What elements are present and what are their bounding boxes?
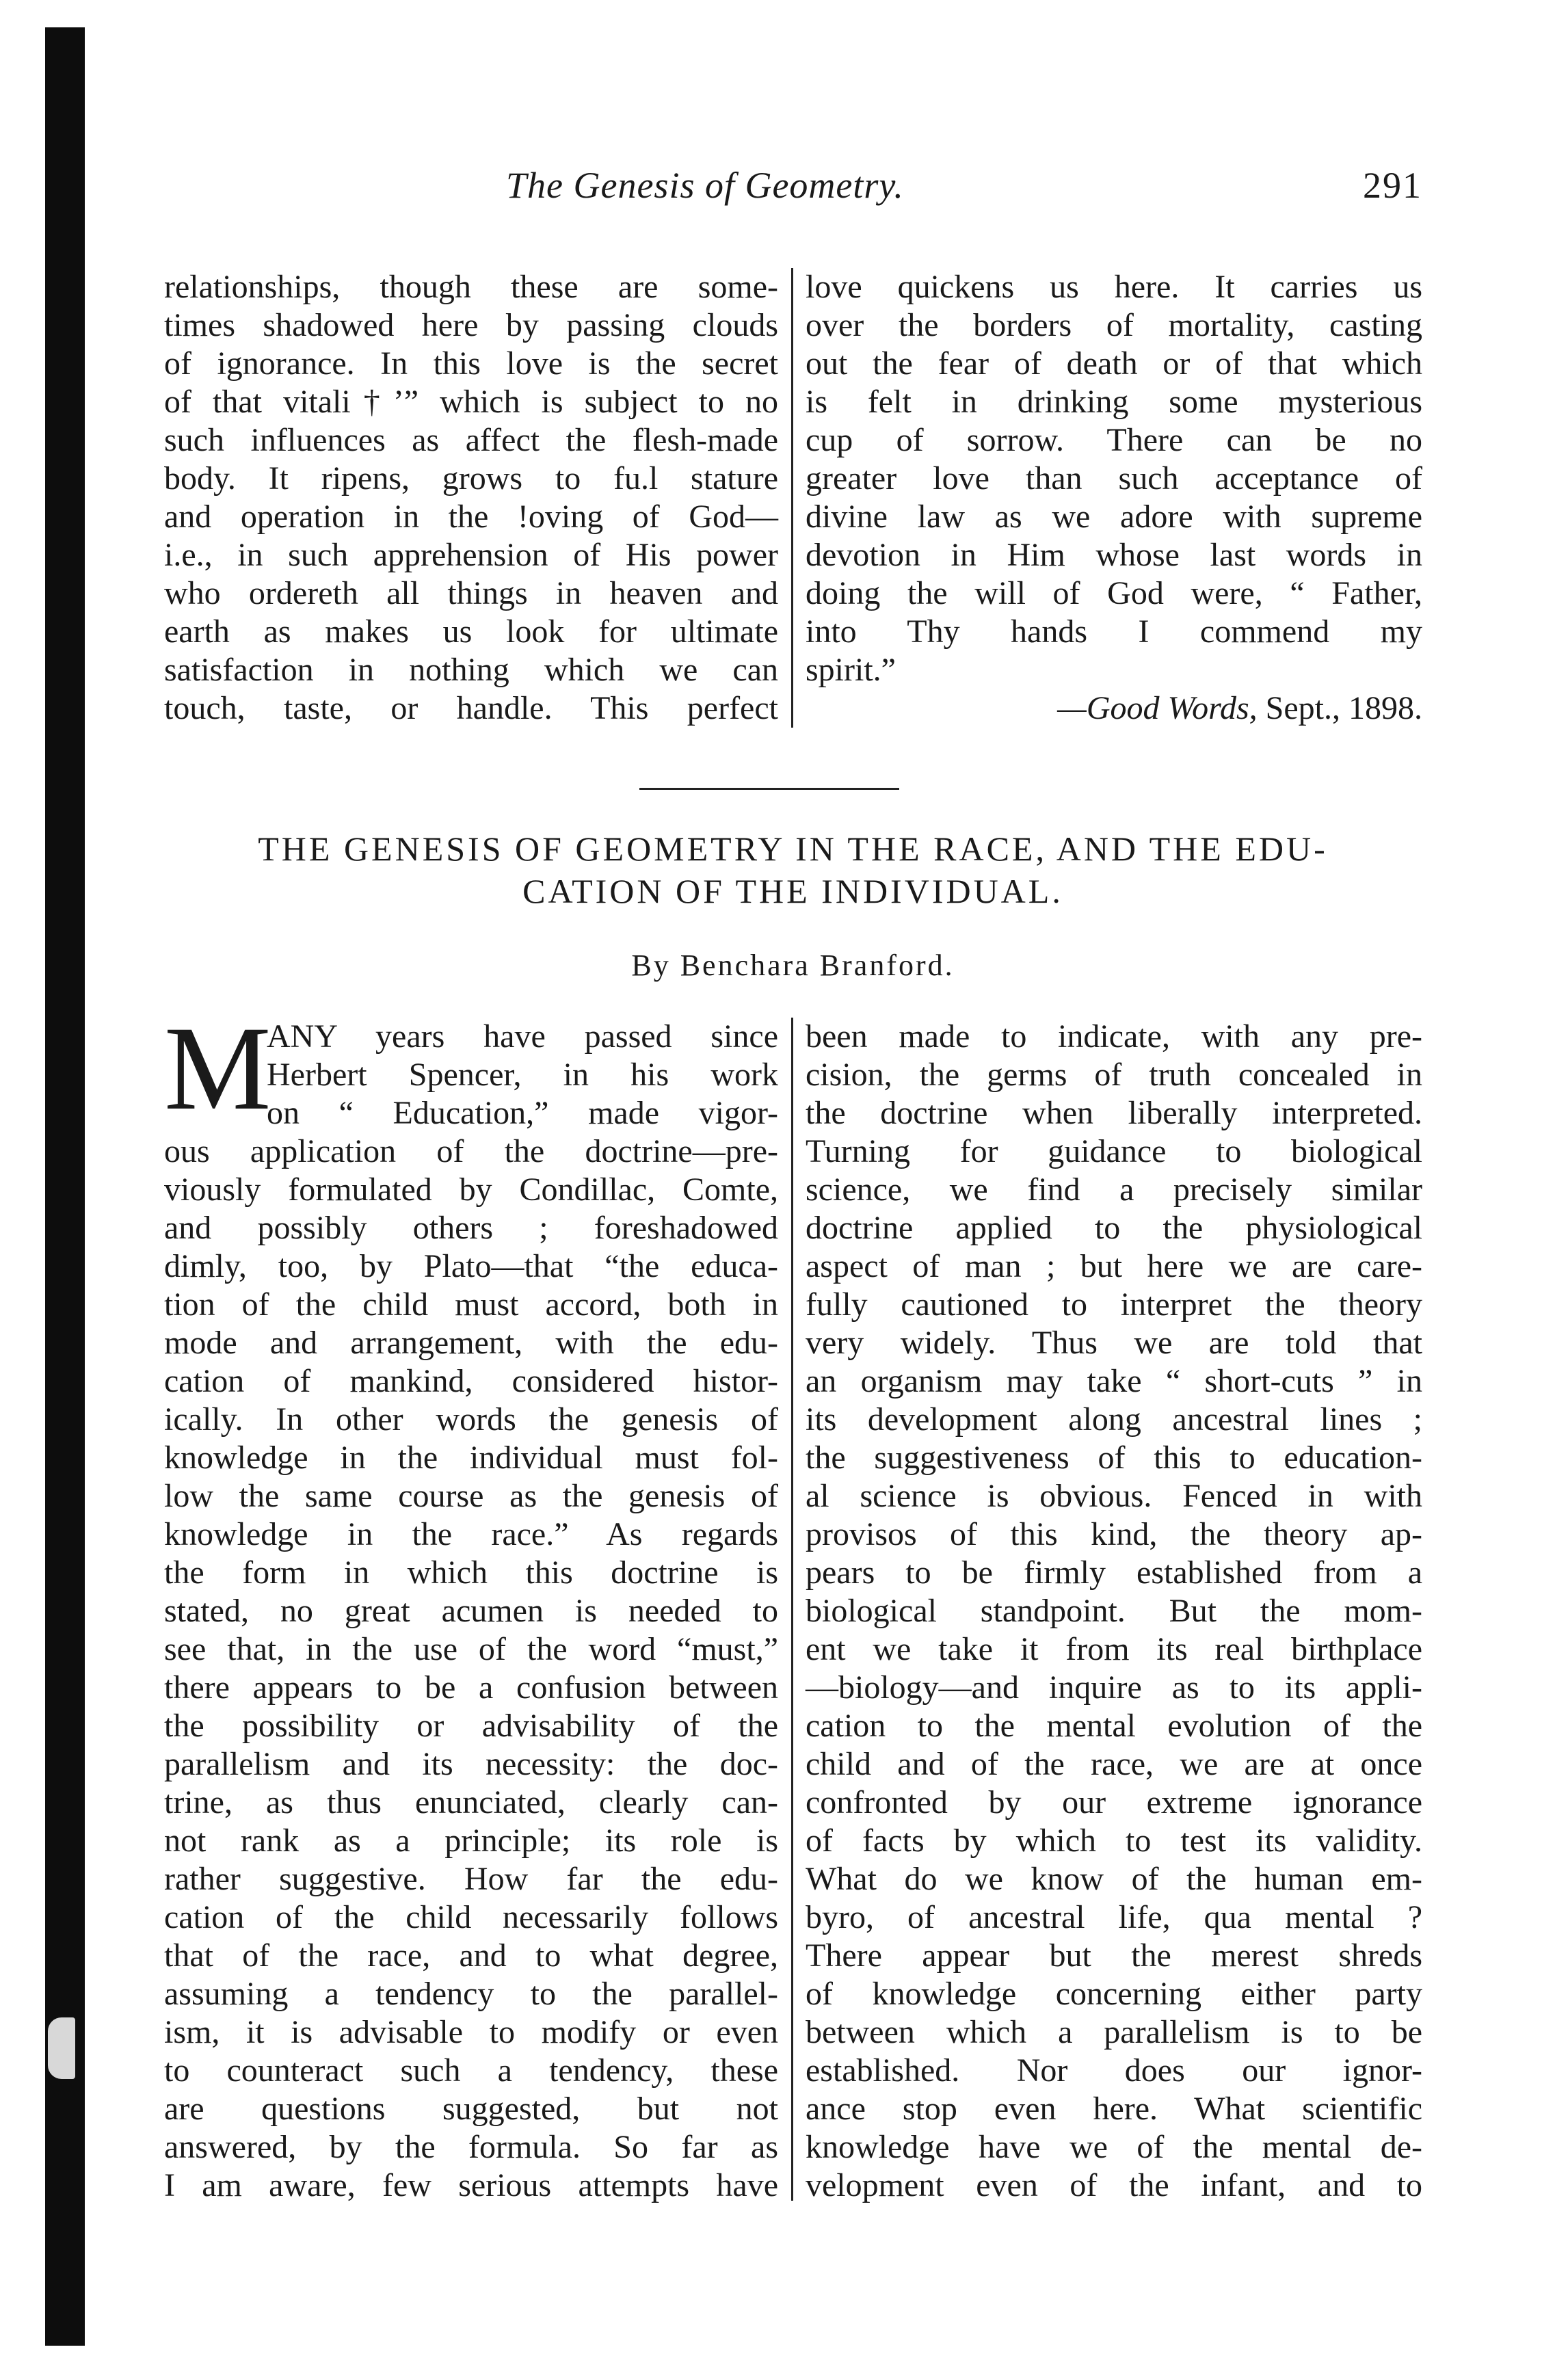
column-divider-article (791, 1018, 793, 2201)
text-line: very widely. Thus we are told that (806, 1325, 1422, 1361)
text-line: established. Nor does our ignor- (806, 2052, 1422, 2089)
binding-notch (48, 2017, 75, 2079)
text-line: fully cautioned to interpret the theory (806, 1286, 1422, 1323)
article-title-line-2: CATION OF THE INDIVIDUAL. (522, 872, 1063, 910)
text-line: biological standpoint. But the mom- (806, 1593, 1422, 1629)
text-line: times shadowed here by passing clouds (164, 307, 778, 343)
text-line: of that vitali†’” which is subject to no (164, 384, 778, 420)
text-line: Herbert Spencer, in his work (267, 1057, 778, 1093)
column-divider-top (791, 268, 793, 728)
page-number: 291 (1363, 165, 1422, 206)
text-line: the doctrine when liberally interpreted. (806, 1095, 1422, 1131)
text-line: There appear but the merest shreds (806, 1937, 1422, 1974)
text-line: knowledge in the individual must fol- (164, 1440, 778, 1476)
text-line: between which a parallelism is to be (806, 2014, 1422, 2050)
text-line: love quickens us here. It carries us (806, 269, 1422, 305)
text-line: confronted by our extreme ignorance (806, 1784, 1422, 1820)
text-line: on “ Education,” made vigor- (267, 1095, 778, 1131)
text-line: i.e., in such apprehension of His power (164, 537, 778, 573)
text-line: al science is obvious. Fenced in with (806, 1478, 1422, 1514)
article-title-line-1: THE GENESIS OF GEOMETRY IN THE RACE, AND THE EDU- (258, 830, 1328, 868)
section-separator-rule (639, 788, 899, 790)
text-line: and operation in the !oving of God— (164, 499, 778, 535)
text-line: ance stop even here. What scientific (806, 2091, 1422, 2127)
text-line: byro, of ancestral life, qua mental ? (806, 1899, 1422, 1935)
text-line: over the borders of mortality, casting (806, 307, 1422, 343)
text-line: out the fear of death or of that which (806, 345, 1422, 382)
text-line: cation of the child necessarily follows (164, 1899, 778, 1935)
top-left-column (164, 268, 778, 728)
text-line: greater love than such acceptance of (806, 460, 1422, 496)
article-right-column (806, 1018, 1422, 2205)
text-line: —biology—and inquire as to its appli- (806, 1669, 1422, 1706)
text-line: such influences as affect the flesh-made (164, 422, 778, 458)
text-line: that of the race, and to what degree, (164, 1937, 778, 1974)
running-title: The Genesis of Geometry. (506, 165, 904, 206)
text-line: knowledge in the race.” As regards (164, 1516, 778, 1552)
drop-cap: M (164, 1002, 271, 1135)
text-line: body. It ripens, grows to fu.l stature (164, 460, 778, 496)
text-line: are questions suggested, but not (164, 2091, 778, 2127)
text-line: ANY years have passed since (267, 1018, 778, 1055)
text-line: ism, it is advisable to modify or even (164, 2014, 778, 2050)
text-line: aspect of man ; but here we are care- (806, 1248, 1422, 1284)
text-line: dimly, too, by Plato—that “the educa- (164, 1248, 778, 1284)
text-line: stated, no great acumen is needed to (164, 1593, 778, 1629)
page-header (164, 164, 1422, 219)
text-line: child and of the race, we are at once (806, 1746, 1422, 1782)
text-line: of facts by which to test its validity. (806, 1823, 1422, 1859)
text-line: into Thy hands I commend my (806, 613, 1422, 650)
source-publication: —Good Words, (1057, 690, 1258, 726)
text-line: of ignorance. In this love is the secret (164, 345, 778, 382)
text-line: ically. In other words the genesis of (164, 1401, 778, 1438)
text-line: relationships, though these are some- (164, 269, 778, 305)
text-line: velopment even of the infant, and to (806, 2167, 1422, 2203)
text-line: to counteract such a tendency, these (164, 2052, 778, 2089)
text-line: knowledge have we of the mental de- (806, 2129, 1422, 2165)
text-line: trine, as thus enunciated, clearly can- (164, 1784, 778, 1820)
source-attribution (806, 689, 1422, 728)
text-line: earth as makes us look for ultimate (164, 613, 778, 650)
text-line: rather suggestive. How far the edu- (164, 1861, 778, 1897)
article-title (163, 827, 1423, 912)
text-line: ous application of the doctrine—pre- (164, 1133, 778, 1169)
text-line: cision, the germs of truth concealed in (806, 1057, 1422, 1093)
text-line: see that, in the use of the word “must,” (164, 1631, 778, 1667)
text-line: its development along ancestral lines ; (806, 1401, 1422, 1438)
text-line: provisos of this kind, the theory ap- (806, 1516, 1422, 1552)
text-line: ent we take it from its real birthplace (806, 1631, 1422, 1667)
text-line: I am aware, few serious attempts have (164, 2167, 778, 2203)
text-line: Turning for guidance to biological (806, 1133, 1422, 1169)
text-line: touch, taste, or handle. This perfect (164, 690, 778, 726)
text-line: cup of sorrow. There can be no (806, 422, 1422, 458)
text-line: doctrine applied to the physiological (806, 1210, 1422, 1246)
text-line: cation of mankind, considered histor- (164, 1363, 778, 1399)
text-line: assuming a tendency to the parallel- (164, 1976, 778, 2012)
text-line: and possibly others ; foreshadowed (164, 1210, 778, 1246)
text-line: satisfaction in nothing which we can (164, 652, 778, 688)
text-line: who ordereth all things in heaven and (164, 575, 778, 611)
text-line: What do we know of the human em- (806, 1861, 1422, 1897)
text-line: cation to the mental evolution of the (806, 1708, 1422, 1744)
text-line: of knowledge concerning either party (806, 1976, 1422, 2012)
text-line: tion of the child must accord, both in (164, 1286, 778, 1323)
text-line: viously formulated by Condillac, Comte, (164, 1171, 778, 1208)
text-line: the possibility or advisability of the (164, 1708, 778, 1744)
top-right-column (806, 268, 1422, 728)
text-line: devotion in Him whose last words in (806, 537, 1422, 573)
text-line: the suggestiveness of this to education- (806, 1440, 1422, 1476)
text-line: parallelism and its necessity: the doc- (164, 1746, 778, 1782)
text-line: low the same course as the genesis of (164, 1478, 778, 1514)
text-line: answered, by the formula. So far as (164, 2129, 778, 2165)
text-line: spirit.” (806, 652, 896, 688)
text-line: science, we find a precisely similar (806, 1171, 1422, 1208)
article-left-column (164, 1018, 778, 2205)
book-binding-edge (45, 27, 85, 2346)
text-line: there appears to be a confusion between (164, 1669, 778, 1706)
source-date: Sept., 1898. (1257, 690, 1422, 726)
text-line: not rank as a principle; its role is (164, 1823, 778, 1859)
article-byline: By Benchara Branford. (631, 949, 955, 982)
text-line: been made to indicate, with any pre- (806, 1018, 1422, 1055)
text-line: doing the will of God were, “ Father, (806, 575, 1422, 611)
text-line: pears to be firmly established from a (806, 1554, 1422, 1591)
text-line: divine law as we adore with supreme (806, 499, 1422, 535)
text-line: is felt in drinking some mysterious (806, 384, 1422, 420)
text-line: mode and arrangement, with the edu- (164, 1325, 778, 1361)
text-line: an organism may take “ short-cuts ” in (806, 1363, 1422, 1399)
text-line: the form in which this doctrine is (164, 1554, 778, 1591)
